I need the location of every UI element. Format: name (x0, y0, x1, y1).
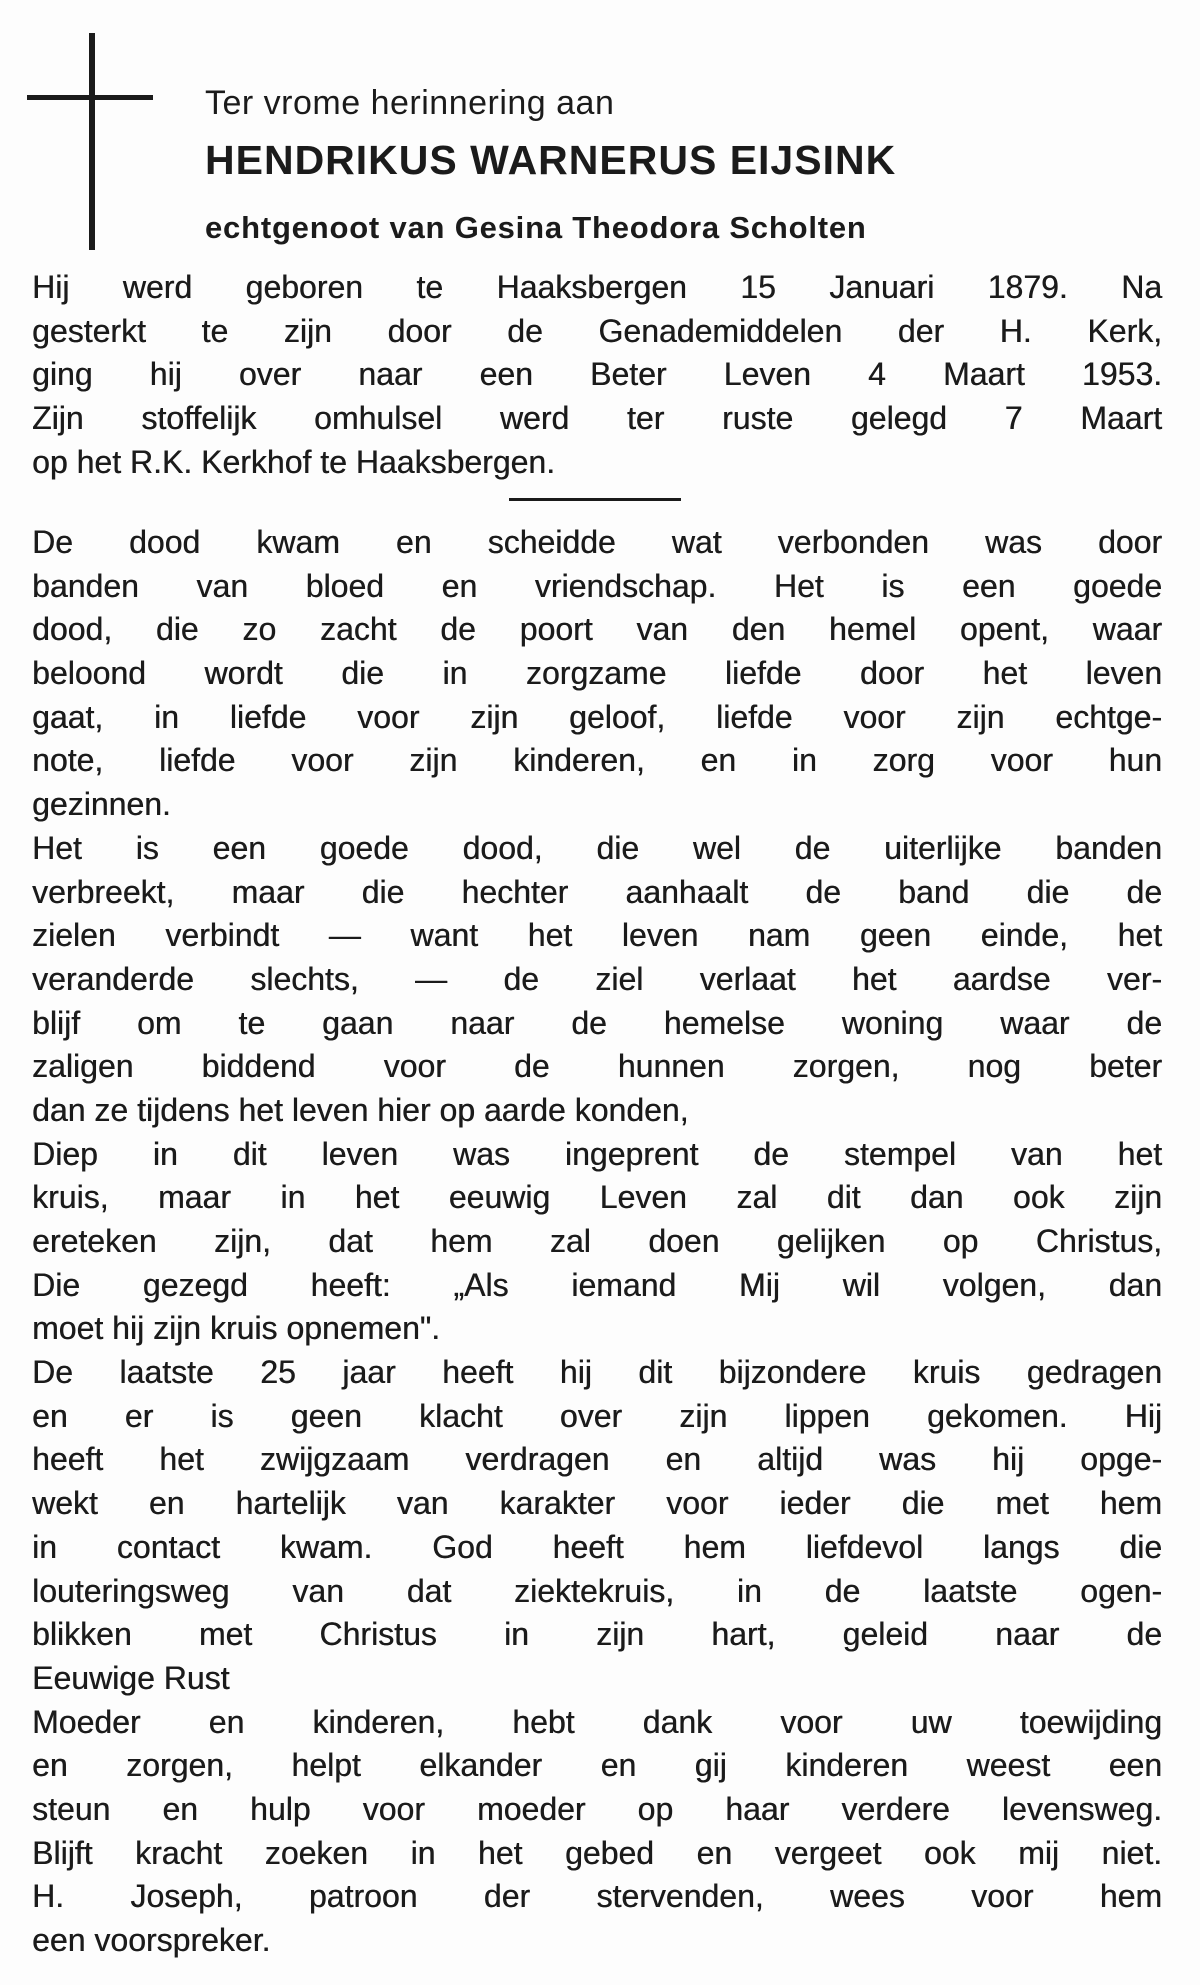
text-line: H. Joseph, patroon der stervenden, wees voor hem (32, 1878, 1162, 1915)
text-line: beloond wordt die in zorgzame liefde door het leven (32, 655, 1162, 692)
deceased-name: HENDRIKUS WARNERUS EIJSINK (205, 137, 897, 183)
text-line: verbreekt, maar die hechter aanhaalt de band die de (32, 873, 1162, 910)
text-line: steun en hulp voor moeder op haar verdere levensweg. (32, 1790, 1162, 1827)
text-line: gesterkt te zijn door de Genademiddelen der H. Kerk, (32, 312, 1162, 349)
text-line: een voorspreker. (32, 1922, 271, 1958)
text-line: kruis, maar in het eeuwig Leven zal dit dan ook zijn (32, 1179, 1162, 1216)
text-line: gaat, in liefde voor zijn geloof, liefde voor zijn echtge- (32, 698, 1162, 735)
cross-icon-bar (27, 95, 153, 100)
biography-paragraph (32, 266, 1162, 484)
text-line: note, liefde voor zijn kinderen, en in zorg voor hun (32, 742, 1162, 779)
text-line: Eeuwige Rust (32, 1659, 230, 1696)
text-line: blijf om te gaan naar de hemelse woning waar de (32, 1004, 1162, 1041)
text-line: moet hij zijn kruis opnemen". (32, 1310, 440, 1347)
intro-text: Ter vrome herinnering aan (205, 84, 615, 122)
text-line: Zijn stoffelijk omhulsel werd ter ruste gelegd 7 Maart (32, 400, 1162, 437)
text-line: Moeder en kinderen, hebt dank voor uw toewijding (32, 1703, 1162, 1740)
text-line: en zorgen, helpt elkander en gij kinderen weest een (32, 1747, 1162, 1784)
text-line: veranderde slechts, — de ziel verlaat het aardse ver- (32, 960, 1162, 997)
text-line: dan ze tijdens het leven hier op aarde konden, (32, 1091, 689, 1128)
text-line: louteringsweg van dat ziektekruis, in de laatste ogen- (32, 1572, 1162, 1609)
meditation-text (32, 521, 1162, 1963)
text-line: in contact kwam. God heeft hem liefdevol langs die (32, 1528, 1162, 1565)
text-line: wekt en hartelijk van karakter voor ieder die met hem (32, 1485, 1162, 1522)
text-line: De dood kwam en scheidde wat verbonden was door (32, 524, 1162, 560)
text-line: ereteken zijn, dat hem zal doen gelijken op Christus, (32, 1223, 1162, 1259)
text-line: ging hij over naar een Beter Leven 4 Maart 1953. (32, 356, 1162, 393)
text-line: heeft het zwijgzaam verdragen en altijd was hij opge- (32, 1441, 1162, 1478)
text-line: op het R.K. Kerkhof te Haaksbergen. (32, 443, 555, 480)
text-line: en er is geen klacht over zijn lippen gekomen. Hij (32, 1397, 1162, 1434)
text-line: zielen verbindt — want het leven nam geen einde, het (32, 917, 1162, 954)
cross-icon (89, 33, 95, 250)
text-line: Het is een goede dood, die wel de uiterlijke banden (32, 829, 1162, 866)
text-line: banden van bloed en vriendschap. Het is een goede (32, 567, 1162, 604)
text-line: blikken met Christus in zijn hart, geleid naar de (32, 1616, 1162, 1653)
text-line: Blijft kracht zoeken in het gebed en vergeet ook mij niet. (32, 1834, 1162, 1871)
text-line: dood, die zo zacht de poort van den hemel opent, waar (32, 611, 1162, 648)
text-line: gezinnen. (32, 786, 171, 823)
text-line: Diep in dit leven was ingeprent de stempel van het (32, 1135, 1162, 1172)
text-line: Hij werd geboren te Haaksbergen 15 Januari 1879. Na (32, 269, 1162, 305)
divider (509, 498, 681, 501)
text-line: De laatste 25 jaar heeft hij dit bijzondere kruis gedragen (32, 1354, 1162, 1391)
spouse-line: echtgenoot van Gesina Theodora Scholten (205, 210, 867, 245)
text-line: Die gezegd heeft: „Als iemand Mij wil volgen, dan (32, 1266, 1162, 1303)
text-line: zaligen biddend voor de hunnen zorgen, nog beter (32, 1048, 1162, 1085)
